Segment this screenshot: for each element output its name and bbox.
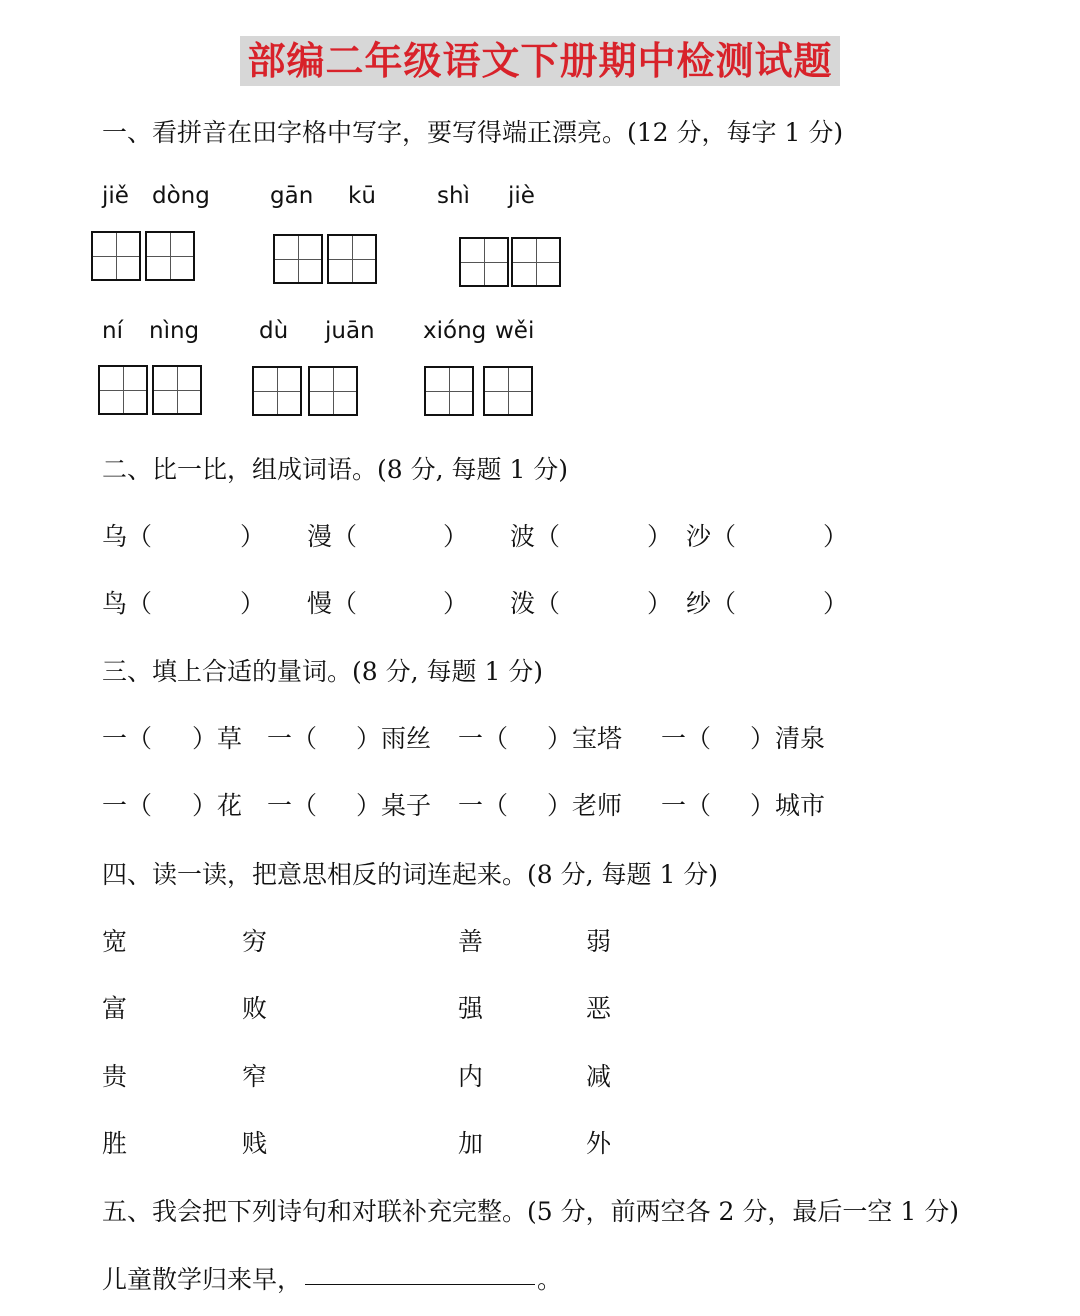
tianzige-box[interactable] bbox=[273, 234, 323, 284]
compare-close: ） bbox=[647, 522, 673, 551]
antonym-word: 减 bbox=[586, 1062, 612, 1091]
poem-line-suffix: 。 bbox=[537, 1265, 563, 1294]
antonym-word: 弱 bbox=[586, 927, 612, 956]
tianzige-box[interactable] bbox=[98, 365, 148, 415]
antonym-word: 加 bbox=[458, 1129, 484, 1158]
tianzige-box[interactable] bbox=[483, 366, 533, 416]
antonym-word: 贵 bbox=[102, 1062, 128, 1091]
measure-noun: ）清泉 bbox=[750, 724, 826, 753]
antonym-word: 败 bbox=[242, 994, 268, 1023]
antonym-word: 穷 bbox=[242, 927, 268, 956]
measure-open: 一（ bbox=[661, 724, 712, 753]
antonym-word: 宽 bbox=[102, 927, 128, 956]
tianzige-box[interactable] bbox=[424, 366, 474, 416]
pinyin-label: kū bbox=[348, 183, 376, 209]
compare-item: 纱（ bbox=[686, 589, 737, 618]
measure-noun: ）城市 bbox=[750, 791, 826, 820]
pinyin-label: xióng bbox=[423, 318, 487, 344]
section-1-heading: 一、看拼音在田字格中写字，要写得端正漂亮。(12 分，每字 1 分) bbox=[102, 118, 844, 147]
poem-answer-blank[interactable] bbox=[305, 1284, 535, 1285]
measure-noun: ）宝塔 bbox=[547, 724, 623, 753]
tianzige-box[interactable] bbox=[91, 231, 141, 281]
section-5-heading: 五、我会把下列诗句和对联补充完整。(5 分，前两空各 2 分，最后一空 1 分) bbox=[102, 1197, 959, 1226]
pinyin-label: nìng bbox=[149, 318, 200, 344]
measure-noun: ）花 bbox=[192, 791, 243, 820]
tianzige-box[interactable] bbox=[308, 366, 358, 416]
poem-line-prefix: 儿童散学归来早， bbox=[102, 1265, 303, 1294]
tianzige-box[interactable] bbox=[252, 366, 302, 416]
measure-open: 一（ bbox=[267, 791, 318, 820]
pinyin-label: dòng bbox=[152, 183, 210, 209]
pinyin-label: jiè bbox=[508, 183, 535, 209]
compare-item: 波（ bbox=[510, 522, 561, 551]
measure-open: 一（ bbox=[102, 791, 153, 820]
pinyin-label: shì bbox=[437, 183, 470, 209]
measure-open: 一（ bbox=[661, 791, 712, 820]
measure-open: 一（ bbox=[458, 724, 509, 753]
compare-item: 沙（ bbox=[686, 522, 737, 551]
compare-close: ） bbox=[823, 589, 849, 618]
measure-noun: ）草 bbox=[192, 724, 243, 753]
compare-item: 乌（ bbox=[102, 522, 153, 551]
tianzige-box[interactable] bbox=[327, 234, 377, 284]
section-3-heading: 三、填上合适的量词。(8 分, 每题 1 分) bbox=[102, 657, 544, 686]
measure-noun: ）老师 bbox=[547, 791, 623, 820]
compare-item: 慢（ bbox=[307, 589, 358, 618]
page-title: 部编二年级语文下册期中检测试题 bbox=[240, 36, 840, 86]
compare-item: 鸟（ bbox=[102, 589, 153, 618]
antonym-word: 胜 bbox=[102, 1129, 128, 1158]
pinyin-label: wěi bbox=[495, 318, 535, 344]
tianzige-box[interactable] bbox=[145, 231, 195, 281]
compare-close: ） bbox=[823, 522, 849, 551]
compare-item: 泼（ bbox=[510, 589, 561, 618]
antonym-word: 贱 bbox=[242, 1129, 268, 1158]
pinyin-label: jiě bbox=[102, 183, 129, 209]
compare-close: ） bbox=[240, 589, 266, 618]
measure-noun: ）雨丝 bbox=[356, 724, 432, 753]
compare-item: 漫（ bbox=[307, 522, 358, 551]
measure-open: 一（ bbox=[102, 724, 153, 753]
measure-open: 一（ bbox=[458, 791, 509, 820]
tianzige-box[interactable] bbox=[459, 237, 509, 287]
section-2-heading: 二、比一比，组成词语。(8 分, 每题 1 分) bbox=[102, 455, 569, 484]
pinyin-label: gān bbox=[270, 183, 314, 209]
antonym-word: 善 bbox=[458, 927, 484, 956]
antonym-word: 内 bbox=[458, 1062, 484, 1091]
pinyin-label: ní bbox=[102, 318, 123, 344]
antonym-word: 强 bbox=[458, 994, 484, 1023]
pinyin-label: juān bbox=[325, 318, 375, 344]
antonym-word: 窄 bbox=[242, 1062, 268, 1091]
antonym-word: 富 bbox=[102, 994, 128, 1023]
compare-close: ） bbox=[647, 589, 673, 618]
tianzige-box[interactable] bbox=[152, 365, 202, 415]
tianzige-box[interactable] bbox=[511, 237, 561, 287]
antonym-word: 恶 bbox=[586, 994, 612, 1023]
measure-noun: ）桌子 bbox=[356, 791, 432, 820]
compare-close: ） bbox=[443, 589, 469, 618]
pinyin-label: dù bbox=[259, 318, 289, 344]
antonym-word: 外 bbox=[586, 1129, 612, 1158]
compare-close: ） bbox=[443, 522, 469, 551]
compare-close: ） bbox=[240, 522, 266, 551]
section-4-heading: 四、读一读，把意思相反的词连起来。(8 分, 每题 1 分) bbox=[102, 860, 719, 889]
measure-open: 一（ bbox=[267, 724, 318, 753]
